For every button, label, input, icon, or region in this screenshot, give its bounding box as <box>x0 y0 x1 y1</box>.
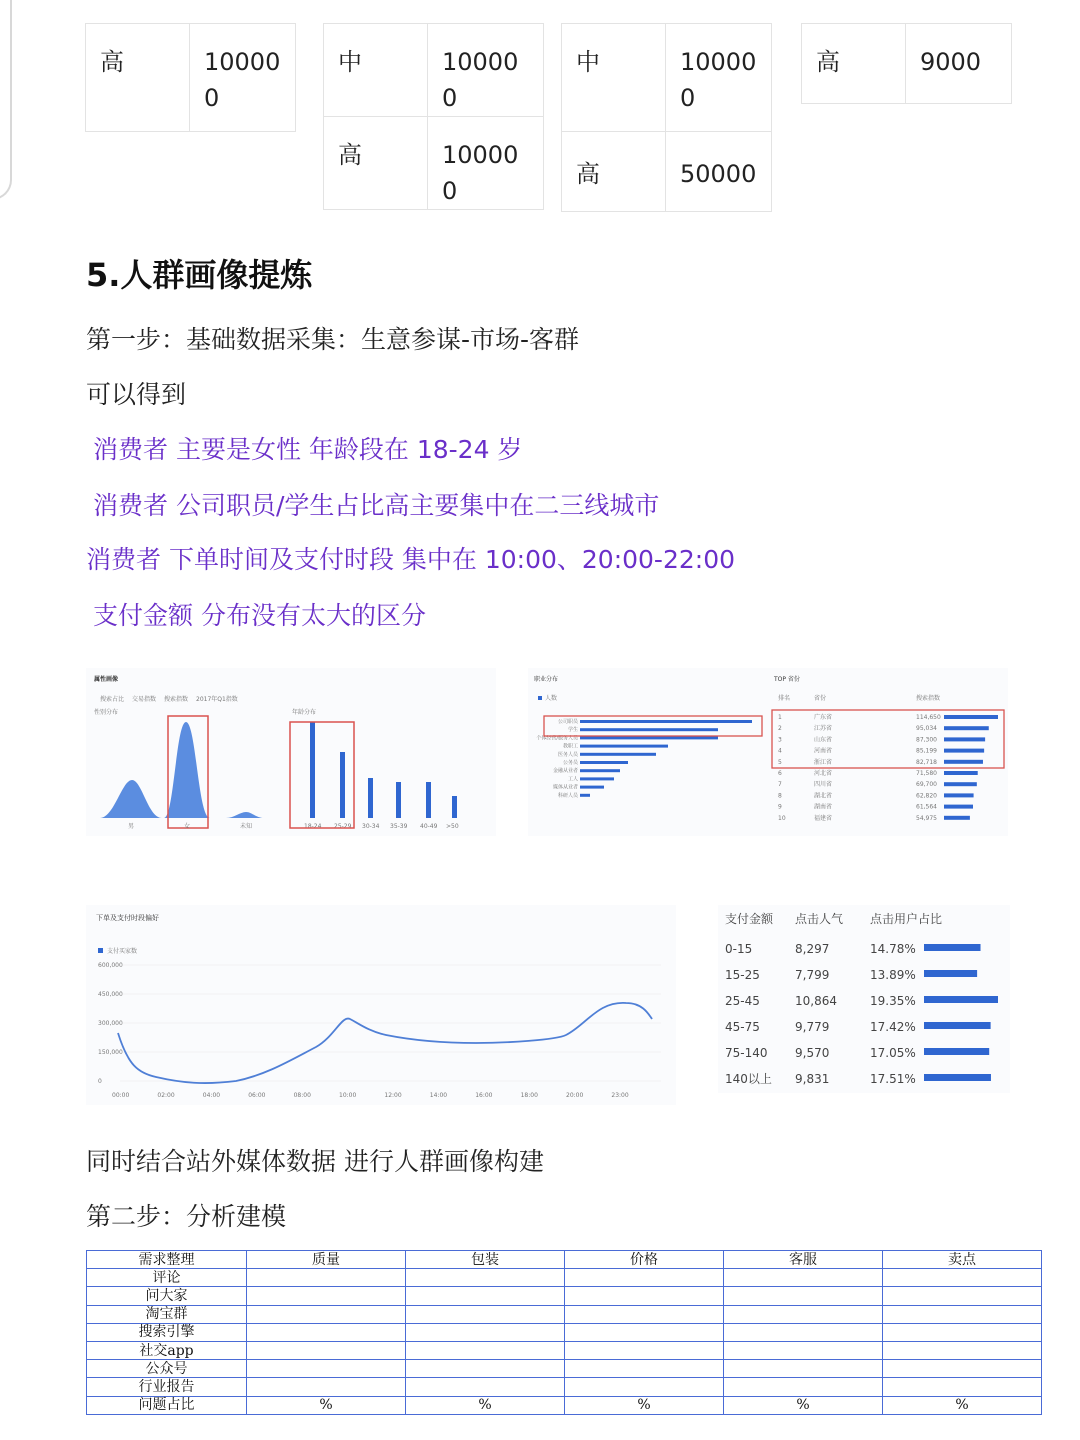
occupation-label: 公司职员 <box>557 719 578 725</box>
province-bar <box>944 793 974 797</box>
occupation-bar <box>580 794 590 797</box>
step1-text: 第一步：基础数据采集：生意参谋-市场-客群 <box>86 325 580 354</box>
occupation-bar <box>580 720 752 723</box>
pay-share-bar <box>924 1074 991 1081</box>
province-rank: 2 <box>778 725 782 733</box>
occupation-label: 金融从业者 <box>552 768 578 775</box>
province-bar <box>944 805 973 809</box>
x-tick-label: 02:00 <box>157 1092 175 1099</box>
legend-4: 2017年Q1指数 <box>196 696 238 703</box>
province-value: 69,700 <box>916 781 937 789</box>
province-bar <box>944 782 977 786</box>
row-label: 搜索引擎 <box>87 1323 247 1341</box>
value-cell: 100000 <box>428 24 544 117</box>
gender-label-unknown: 未知 <box>240 823 253 830</box>
panel-edge <box>0 0 12 200</box>
header-cell: 价格 <box>565 1251 724 1269</box>
province-rank: 9 <box>778 803 782 811</box>
header-cell: 质量 <box>247 1251 406 1269</box>
province-name: 湖南省 <box>814 803 833 811</box>
row-label: 问题占比 <box>87 1396 247 1414</box>
legend-3: 搜索指数 <box>164 696 189 703</box>
pay-amount-figure <box>718 905 1010 1093</box>
legend-2: 交易指数 <box>132 696 157 703</box>
province-rank: 7 <box>778 781 782 789</box>
pay-header-clicks: 点击人气 <box>795 912 844 926</box>
province-rank: 4 <box>778 747 782 755</box>
pay-share: 17.05% <box>870 1046 916 1060</box>
gender-label-female: 女 <box>184 823 191 830</box>
row-label: 评论 <box>87 1269 247 1287</box>
age-tick-label: 40-49 <box>420 823 438 830</box>
age-tick-label: 18-24 <box>304 823 322 830</box>
occupation-label: 医务人员 <box>557 751 578 758</box>
age-bar <box>340 752 345 818</box>
mini-table-1 <box>85 23 296 132</box>
pay-share-bar <box>924 1048 989 1055</box>
pay-share: 17.42% <box>870 1020 916 1034</box>
table-row <box>87 1287 1042 1305</box>
pay-clicks: 9,570 <box>795 1046 830 1060</box>
province-rank: 10 <box>778 814 786 822</box>
x-tick-label: 16:00 <box>475 1092 493 1099</box>
header-cell: 需求整理 <box>87 1251 247 1269</box>
pay-share: 13.89% <box>870 968 916 982</box>
row-label: 社交app <box>87 1341 247 1359</box>
pay-share: 19.35% <box>870 994 916 1008</box>
y-tick-label: 0 <box>98 1078 102 1085</box>
x-tick-label: 23:00 <box>611 1092 629 1099</box>
x-tick-label: 08:00 <box>293 1092 311 1099</box>
pay-share: 14.78% <box>870 942 916 956</box>
occupation-label: 个体经营/服务人员 <box>536 735 578 742</box>
province-value: 62,820 <box>916 792 937 800</box>
subtitle-gender: 性别分布 <box>94 709 119 716</box>
header-cell: 包装 <box>406 1251 565 1269</box>
table-row <box>87 1360 1042 1378</box>
province-rank: 5 <box>778 758 782 766</box>
obtain-text: 可以得到 <box>86 380 187 409</box>
percent-cell: % <box>406 1396 565 1414</box>
province-value: 114,650 <box>916 714 941 721</box>
province-bar <box>944 726 989 730</box>
subtitle-age: 年龄分布 <box>292 709 317 716</box>
pay-share-bar <box>924 996 998 1003</box>
row-label: 淘宝群 <box>87 1305 247 1323</box>
province-value: 85,199 <box>916 747 937 755</box>
province-bar <box>944 760 983 764</box>
y-tick-label: 450,000 <box>98 991 123 998</box>
province-bar <box>944 771 978 775</box>
province-rank: 1 <box>778 714 782 721</box>
pay-share-bar <box>924 1022 991 1029</box>
pay-clicks: 10,864 <box>795 994 837 1008</box>
age-tick-label: >50 <box>446 823 459 830</box>
province-name: 四川省 <box>814 781 833 789</box>
pay-range: 15-25 <box>725 968 760 982</box>
level-cell: 高 <box>86 24 190 132</box>
gender-label-male: 男 <box>128 823 135 830</box>
province-value: 95,034 <box>916 725 937 733</box>
value-cell: 9000 <box>906 24 1012 104</box>
province-name: 江苏省 <box>814 725 833 733</box>
province-name: 山东省 <box>814 736 833 744</box>
age-bar <box>368 778 373 818</box>
legend-swatch <box>538 696 542 700</box>
occupation-bar <box>580 728 718 731</box>
occupation-label: 教职工 <box>562 743 578 750</box>
row-label: 公众号 <box>87 1360 247 1378</box>
figure-title: 属性画像 <box>94 676 119 683</box>
pay-clicks: 7,799 <box>795 968 830 982</box>
province-header-rank: 排名 <box>778 695 791 702</box>
finding-order-time: 消费者 下单时间及支付时段 集中在 10:00、20:00-22:00 <box>86 545 736 574</box>
province-header-index: 搜索指数 <box>916 695 941 702</box>
pay-header-share: 点击用户占比 <box>870 912 943 926</box>
level-cell: 中 <box>324 24 428 117</box>
province-bar <box>944 715 998 719</box>
occupation-label: 工人 <box>567 776 578 783</box>
x-tick-label: 06:00 <box>248 1092 266 1099</box>
province-bar <box>944 737 985 741</box>
province-rank: 6 <box>778 770 782 777</box>
province-name: 浙江省 <box>814 758 833 766</box>
province-name: 广东省 <box>814 714 833 721</box>
occupation-bar <box>580 777 614 780</box>
percent-cell: % <box>565 1396 724 1414</box>
finding-gender-age: 消费者 主要是女性 年龄段在 18-24 岁 <box>93 435 523 464</box>
pay-share-bar <box>924 970 977 977</box>
value-cell: 100000 <box>666 24 772 132</box>
occupation-bar <box>580 761 628 764</box>
pay-clicks: 9,779 <box>795 1020 830 1034</box>
province-name: 湖北省 <box>814 792 833 800</box>
pay-range: 0-15 <box>725 942 753 956</box>
y-tick-label: 150,000 <box>98 1049 123 1056</box>
province-header-name: 省份 <box>814 695 827 702</box>
province-name: 河北省 <box>814 770 833 777</box>
timeline-legend: 支付买家数 <box>107 948 138 955</box>
table-row-share <box>87 1396 1042 1414</box>
x-tick-label: 20:00 <box>566 1092 584 1099</box>
needs-table <box>86 1250 1042 1415</box>
province-value: 87,300 <box>916 736 937 744</box>
legend-1: 搜索占比 <box>100 696 125 703</box>
level-cell: 中 <box>562 24 666 132</box>
age-bar <box>452 796 457 818</box>
occupation-bar <box>580 736 718 739</box>
level-cell: 高 <box>562 132 666 212</box>
y-tick-label: 300,000 <box>98 1020 123 1027</box>
age-tick-label: 25-29 <box>334 823 352 830</box>
province-value: 54,975 <box>916 814 937 822</box>
province-name: 福建省 <box>814 814 833 822</box>
occupation-legend: 人数 <box>545 695 558 702</box>
province-rank: 8 <box>778 792 782 800</box>
occupation-label: 媒体从业者 <box>552 784 578 791</box>
pay-clicks: 8,297 <box>795 942 830 956</box>
x-tick-label: 14:00 <box>429 1092 448 1099</box>
table-row <box>87 1305 1042 1323</box>
x-tick-label: 12:00 <box>384 1092 402 1099</box>
occupation-bar <box>580 753 656 756</box>
mini-table-2 <box>323 23 544 210</box>
province-rank: 3 <box>778 736 782 744</box>
percent-cell: % <box>247 1396 406 1414</box>
province-bar <box>944 749 984 753</box>
pay-clicks: 9,831 <box>795 1072 830 1086</box>
x-tick-label: 00:00 <box>112 1092 130 1099</box>
table-row <box>87 1378 1042 1396</box>
table-row <box>87 1341 1042 1359</box>
occupation-province-figure <box>528 668 1008 836</box>
table-header-row <box>87 1251 1042 1269</box>
age-tick-label: 35-39 <box>390 823 408 830</box>
occupation-bar <box>580 769 620 772</box>
legend-swatch <box>98 948 103 953</box>
pay-range: 75-140 <box>725 1046 768 1060</box>
pay-share: 17.51% <box>870 1072 916 1086</box>
occupation-bar <box>580 745 668 748</box>
x-tick-label: 10:00 <box>339 1092 357 1099</box>
value-cell: 100000 <box>428 117 544 210</box>
occupation-bar <box>580 786 604 789</box>
header-cell: 客服 <box>724 1251 883 1269</box>
province-bar <box>944 816 970 820</box>
age-bar <box>396 782 401 818</box>
finding-occupation-city: 消费者 公司职员/学生占比高主要集中在二三线城市 <box>93 491 660 520</box>
combine-text: 同时结合站外媒体数据 进行人群画像构建 <box>86 1147 544 1176</box>
table-row <box>87 1269 1042 1287</box>
province-name: 河南省 <box>814 747 833 755</box>
pay-header-range: 支付金额 <box>725 912 774 926</box>
pay-range: 25-45 <box>725 994 760 1008</box>
pay-range: 140以上 <box>725 1072 772 1086</box>
gender-age-figure <box>86 668 496 836</box>
occupation-title: 职业分布 <box>534 676 559 683</box>
level-cell: 高 <box>324 117 428 210</box>
x-tick-label: 04:00 <box>202 1092 221 1099</box>
mini-table-3 <box>561 23 772 212</box>
step2-text: 第二步：分析建模 <box>86 1202 287 1231</box>
age-bar <box>310 722 315 818</box>
header-cell: 卖点 <box>883 1251 1042 1269</box>
y-tick-label: 600,000 <box>98 962 123 969</box>
row-label: 行业报告 <box>87 1378 247 1396</box>
province-value: 71,580 <box>916 770 937 777</box>
value-cell: 100000 <box>190 24 296 132</box>
age-tick-label: 30-34 <box>362 823 380 830</box>
order-time-figure <box>86 905 676 1105</box>
province-title: TOP 省份 <box>774 676 800 683</box>
occupation-label: 学生 <box>567 727 578 734</box>
occupation-label: 科研人员 <box>557 792 578 799</box>
percent-cell: % <box>883 1396 1042 1414</box>
occupation-label: 公务员 <box>562 760 578 766</box>
percent-cell: % <box>724 1396 883 1414</box>
row-label: 问大家 <box>87 1287 247 1305</box>
level-cell: 高 <box>802 24 906 104</box>
finding-pay-amount: 支付金额 分布没有太大的区分 <box>93 601 426 630</box>
figure-bg <box>86 905 676 1105</box>
mini-table-4 <box>801 23 1012 104</box>
x-tick-label: 18:00 <box>520 1092 538 1099</box>
age-bar <box>426 782 431 818</box>
pay-share-bar <box>924 944 981 951</box>
province-value: 82,718 <box>916 758 937 766</box>
section-heading: 5.人群画像提炼 <box>86 256 313 294</box>
timeline-title: 下单及支付时段偏好 <box>96 914 159 922</box>
value-cell: 50000 <box>666 132 772 212</box>
province-value: 61,564 <box>916 803 937 811</box>
table-row <box>87 1323 1042 1341</box>
pay-range: 45-75 <box>725 1020 760 1034</box>
